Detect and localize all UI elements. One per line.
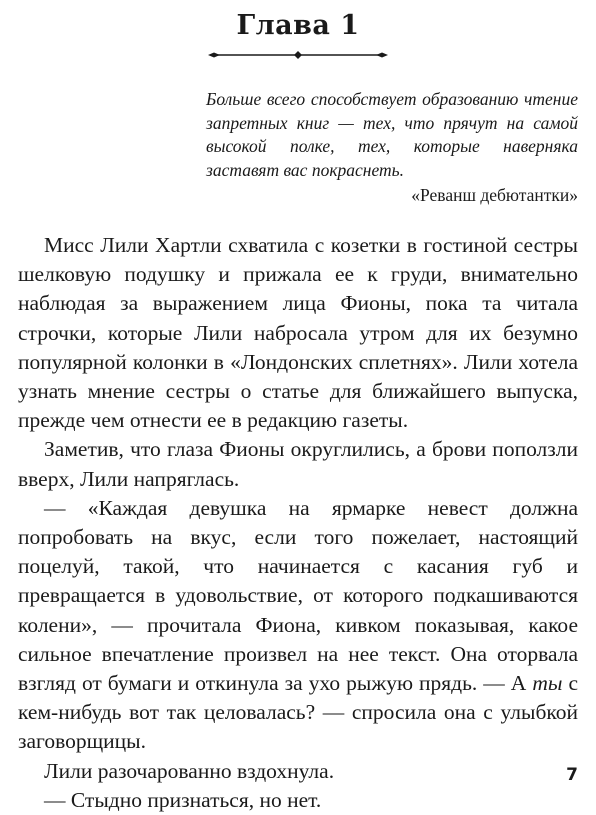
paragraph-3-emphasis: ты: [532, 671, 563, 696]
chapter-body: [18, 231, 578, 815]
epigraph-text: Больше всего способствует образованию чтение запретных книг — тех, что прячут на самой высокой полке, тех, которые наверняка заставят вас покраснеть.: [206, 89, 578, 180]
epigraph: [206, 88, 578, 208]
paragraph-1: Мисс Лили Хартли схватила с козетки в гостиной сестры шелковую подушку и прижала ее к груди, внимательно наблюдая за выражением лица Фионы, пока та читала строчки, которые Лили набросала утром для их безумно популярной колонки в «Лондонских сплетнях». Лили хотела узнать мнение сестры о статье для ближайшего выпуска, прежде чем отнести ее в редакцию газеты.: [18, 233, 578, 433]
paragraph-4: Лили разочарованно вздохнула.: [44, 758, 335, 783]
epigraph-source: «Реванш дебютантки»: [411, 185, 578, 205]
paragraph-3-end: с кем-нибудь вот так целовалась? — спросила она с улыбкой заговорщицы.: [18, 671, 578, 754]
paragraph-2: Заметив, что глаза Фионы округлились, а брови поползли вверх, Лили напряглась.: [18, 437, 578, 491]
page-number: 7: [566, 765, 578, 785]
paragraph-3-start: — «Каждая девушка на ярмарке невест должна попробовать на вкус, если того пожелает, настоящий поцелуй, такой, что начинается с касания губ и превращается в удовольствие, от которого подкашиваются колени», — прочитала Фиона, кивком показывая, какое сильное впечатление произвел на нее текст. Она оторвала взгляд от бумаги и откинула за ухо рыжую прядь. — А: [18, 495, 578, 696]
chapter-ornament: [208, 48, 388, 62]
paragraph-3: [18, 494, 578, 757]
paragraph-5: — Стыдно признаться, но нет.: [44, 787, 322, 812]
chapter-title: Глава 1: [236, 10, 360, 41]
